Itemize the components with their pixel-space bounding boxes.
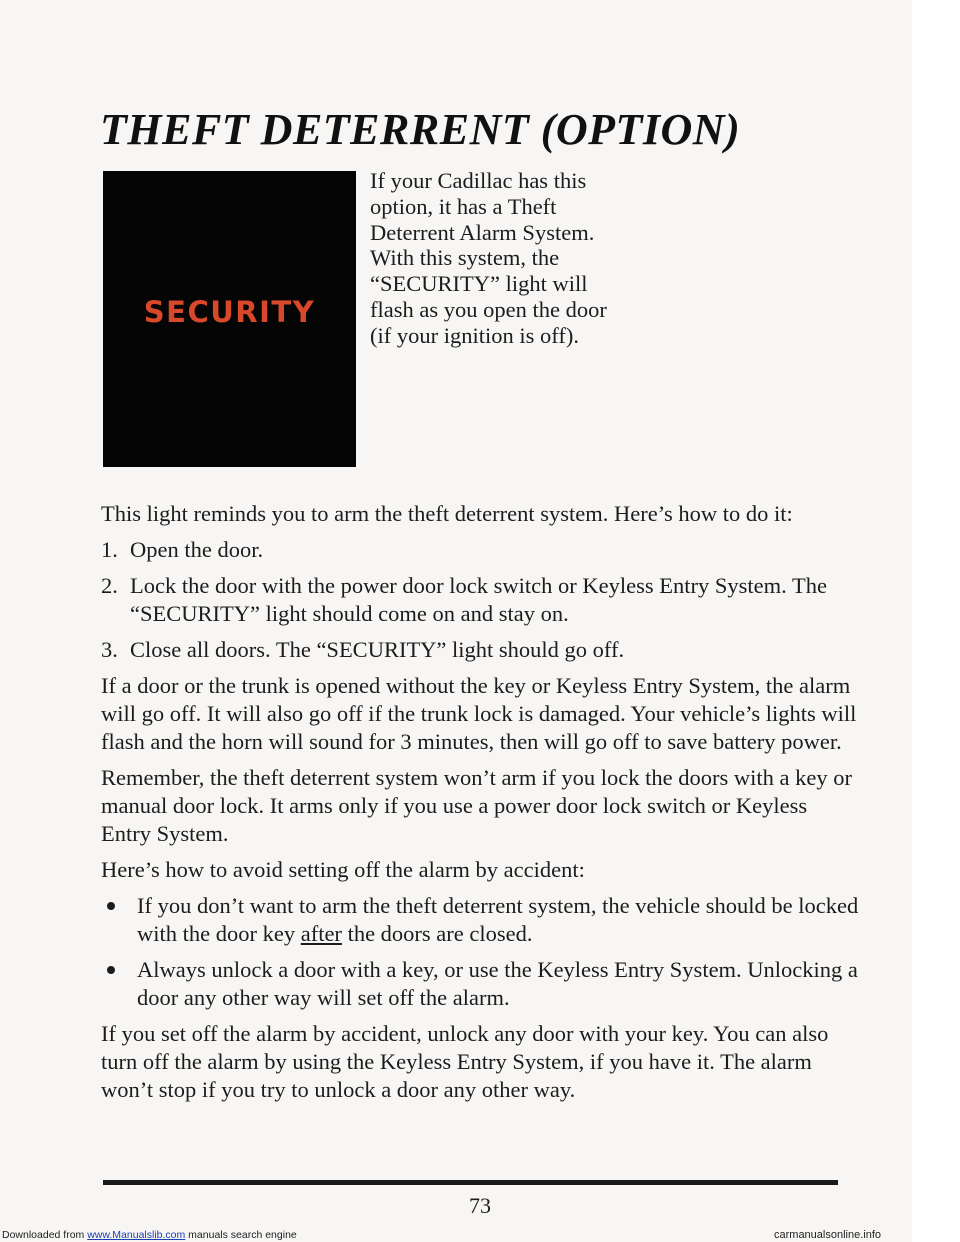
bullet-text [137, 892, 861, 948]
paragraph: Here’s how to avoid setting off the alarm by accident: [101, 857, 585, 882]
download-watermark [2, 1229, 297, 1241]
bullet-icon [101, 892, 137, 948]
step-item [101, 572, 861, 628]
body-text [101, 500, 861, 1112]
step-number: 2. [101, 573, 118, 598]
page-number: 73 [469, 1193, 491, 1218]
bullet-item [101, 892, 861, 948]
bullet-icon [101, 956, 137, 1012]
paragraph: If you set off the alarm by accident, unlock any door with your key. You can also turn off the alarm by using the Keyless Entry System, if you have it. The alarm won’t stop if you try to unlock a door any other way. [101, 1021, 829, 1102]
security-indicator-label: SECURITY [143, 295, 316, 329]
step-item [101, 536, 861, 564]
site-watermark: carmanualsonline.info [774, 1229, 882, 1241]
step-text: Lock the door with the power door lock switch or Keyless Entry System. The “SECURITY” light should come on and stay on. [130, 573, 827, 626]
security-indicator-image [103, 171, 356, 467]
paragraph: This light reminds you to arm the theft deterrent system. Here’s how to do it: [101, 501, 793, 526]
watermark-suffix: manuals search engine [185, 1229, 297, 1241]
paragraph: If a door or the trunk is opened without the key or Keyless Entry System, the alarm will go off. It will also go off if the trunk lock is damaged. Your vehicle’s lights will flash and the horn will sound for 3 minutes, then will go off to save battery power. [101, 673, 857, 754]
bullet-text-part: If you don’t want to arm the theft deterrent system, the vehicle should be locked with the door key [137, 893, 859, 946]
step-number: 1. [101, 537, 118, 562]
watermark-prefix: Downloaded from [2, 1229, 88, 1241]
manualslib-link[interactable]: www.Manualslib.com [87, 1229, 186, 1241]
step-number: 3. [101, 637, 118, 662]
footer-rule [103, 1180, 838, 1185]
bullet-text: Always unlock a door with a key, or use the Keyless Entry System. Unlocking a door any other way will set off the alarm. [137, 957, 858, 1010]
paragraph: Remember, the theft deterrent system won’t arm if you lock the doors with a key or manual door lock. It arms only if you use a power door lock switch or Keyless Entry System. [101, 765, 852, 846]
step-text: Close all doors. The “SECURITY” light should go off. [130, 637, 625, 662]
step-item [101, 636, 861, 664]
underlined-word: after [300, 921, 342, 946]
section-title: THEFT DETERRENT (OPTION) [100, 105, 741, 154]
step-text: Open the door. [130, 537, 264, 562]
intro-paragraph: If your Cadillac has this option, it has a Theft Deterrent Alarm System. With this system, the “SECURITY” light will flash as you open the door (if your ignition is off). [370, 168, 607, 348]
bullet-item [101, 956, 861, 1012]
bullet-text-part: the doors are closed. [341, 921, 533, 946]
